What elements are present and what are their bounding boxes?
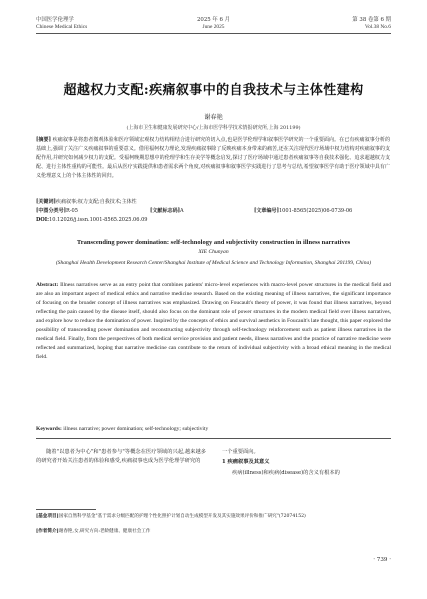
fund-text: 国家自然科学基金"基于需求分级匹配的护理个性化照护计划自动生成模型开发及其实施效果评价和推广研究"(72074152) (58, 514, 306, 519)
fund-label: [基金项目] (36, 514, 59, 519)
body-left-column: 随着"以患者为中心"和"患者参与"等概念在医疗领域的兴起,越来越多的研究者开始关注患者的体验和感受,疾痛叙事也成为医学伦理学研究的 (36, 449, 206, 464)
abstract-cn-text: 疾痛叙事是将患者微观体验和医疗领域宏观权力结构相结合进行研究的切入点,也是医学伦理学和叙事医学研究的一个重要面向。在已有疾痛叙事分析的基础上,强调了关注广义疾痛叙事的重要意义。借用福柯权力理论,发现疾痛叙事除了反映疾痛本身带来的痛苦,还在关注现代医疗场域中权力结构对疾痛叙事的支配作用,并研究如何减少权力的支配。受福柯晚期思想中的伦理学和生存美学等概念启发,探讨了医疗场域中通过患者疾痛叙事等自我技术强化、追求超越权力支配、进行主体性重构的可能性。最后从医疗实践提供和患者需求两个角度,对疾痛叙事和叙事医学实践进行了思考与总结,希望叙事医学有助于医疗领域中具有广义伦理意义上的个体主体性的回归。 (36, 137, 391, 179)
classification-line (36, 207, 390, 215)
body-right-intro: 一个重要面向。 (222, 449, 259, 455)
journal-name-en: Chinese Medical Ethics (36, 24, 88, 30)
clc-label: [中图分类号] (36, 208, 67, 214)
abstract-en-text: Illness narratives serve as an entry point that combines patients' micro-level experiences with macro-level power structures in the medical field and are also an important aspect of medical ethics and narrative medicine research. Based on the existing meaning of illness narratives, the significant importance of focusing on the broader concept of illness narratives was emphasized. Drawing on Foucault's theory of power, it was found that illness narratives, beyond reflecting the pain caused by the disease itself, should also focus on the dominant role of power structures in the modern medical field over illness narratives, and explore how to reduce the domination of power. Inspired by the concepts of ethics and survival aesthetics in Foucault's late thought, this paper explored the possibility of transcending power domination and reconstructing subjectivity through self-technology reinforcement such as patient illness narratives in the medical field. Finally, from the perspectives of both medical service provision and patient needs, illness narratives and the practice of narrative medicine were reflected and summarized, hoping that narrative medicine can contribute to the return of individual subjectivity with a broad ethical meaning in the medical field. (36, 282, 392, 361)
author-footnote (36, 528, 391, 535)
article-title-cn: 超越权力支配:疾痛叙事中的自我技术与主体性建构 (63, 83, 364, 98)
article-number-value: 1001-8565(2025)06-0739-06 (278, 208, 353, 214)
abstract-cn-label: [摘要] (36, 137, 51, 143)
keywords-en-label: Keywords: (36, 426, 62, 432)
abstract-cn (36, 136, 390, 181)
doi-line (36, 216, 390, 224)
abstract-en-label: Abstract: (36, 282, 59, 288)
article-number-label: [文章编号] (254, 208, 279, 214)
article-title-en: Transcending power domination: self-technology and subjectivity construction in illness narratives (76, 239, 351, 246)
affiliation-en: (Shanghai Health Development Research Center/Shanghai Institute of Medical Science and Technology Information, Shanghai 201199, China) (55, 260, 372, 266)
header-rule (36, 33, 391, 34)
keywords-cn (36, 198, 390, 206)
doi-value: 10.12026/j.issn.1001-8565.2025.06.09 (49, 217, 148, 223)
footnote-rule (36, 509, 96, 510)
author-bio-label: [作者简介] (36, 529, 59, 534)
fund-footnote (36, 513, 391, 520)
keywords-en-text: illness narrative; power domination; self-technology; subjectivity (63, 426, 209, 432)
abstract-rule (36, 438, 391, 439)
volume-en: Vol.38 No.6 (364, 24, 391, 30)
doi-label: DOI: (36, 217, 49, 223)
body-right-column: 疾病(illness)和疾病(disease)的含义有根本的 (232, 470, 340, 476)
volume-cn: 第 38 卷第 6 期 (352, 17, 391, 23)
section-heading: 1 疾痛叙事及其意义 (222, 459, 270, 465)
doc-code-value: A (180, 208, 184, 214)
journal-name-cn: 中国医学伦理学 (36, 17, 74, 23)
keywords-cn-label: [关键词] (36, 199, 56, 205)
issue-date-cn: 2025 年 6 月 (196, 17, 231, 23)
doc-code-label: [文献标志码] (150, 208, 181, 214)
author-bio-text: 谢春艳,女,研究方向:老龄健康、健康社会工作 (58, 529, 151, 534)
affiliation-cn: (上海市卫生和健康发展研究中心/上海市医学科学技术情报研究所,上海 201199) (126, 125, 301, 131)
page-number: · 739 · (373, 557, 391, 563)
keywords-cn-text: 疾痛叙事;权力支配;自我技术;主体性 (55, 199, 137, 205)
author-name-en: XIE Chunyan (198, 249, 229, 255)
issue-date-en: June 2025 (202, 24, 225, 30)
abstract-en (36, 281, 391, 362)
author-name-cn: 谢春艳 (204, 114, 223, 121)
clc-value: R-05 (66, 208, 78, 214)
keywords-en (36, 425, 391, 433)
